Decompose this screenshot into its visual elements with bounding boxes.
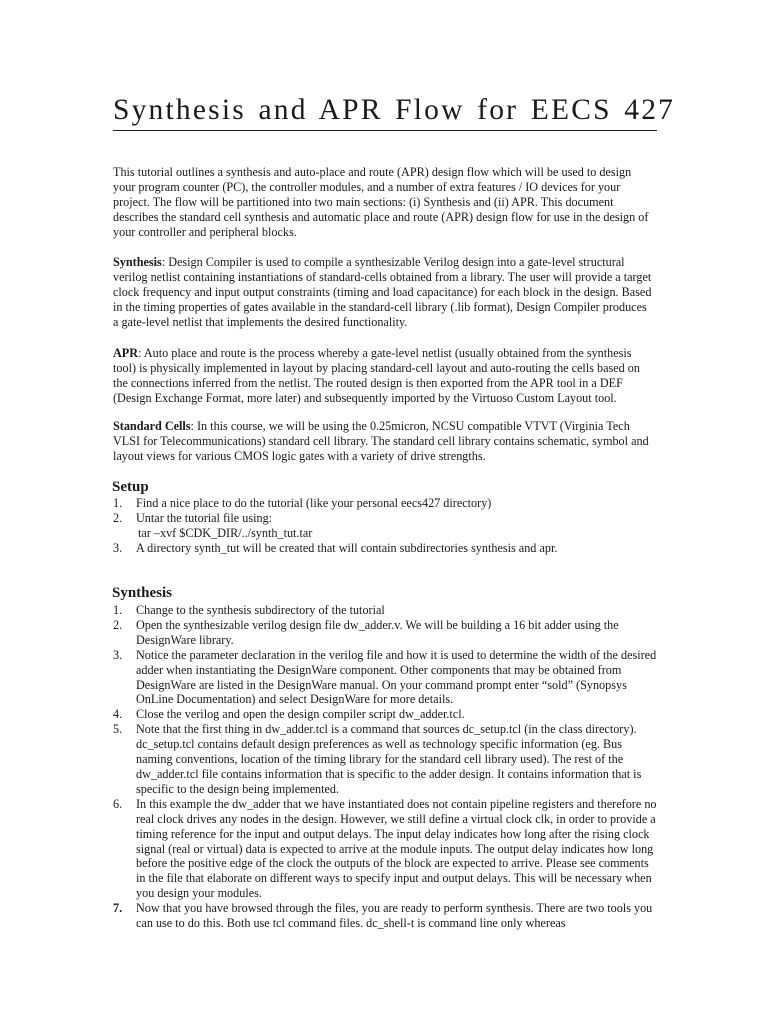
list-item xyxy=(113,648,658,708)
list-number: 1. xyxy=(113,603,123,617)
intro-paragraph: This tutorial outlines a synthesis and auto-place and route (APR) design flow which will be used to design your program counter (PC), the controller modules, and a number of extra features / IO devices for your project. The flow will be partitioned into two main sections: (i) Synthesis and (ii) APR. This document describes the standard cell synthesis and automatic place and route (APR) design flow for use in the design of your controller and peripheral blocks. xyxy=(113,165,649,239)
title-underline xyxy=(113,130,657,131)
list-number: 5. xyxy=(113,722,123,737)
synthesis-definition-text: : Design Compiler is used to compile a synthesizable Verilog design into a gate-level structural verilog netlist containing instantiations of standard-cells obtained from a library. The user will provide a target clock frequency and input output constraints (timing and load capacitance) for each block in the design. Based in the timing properties of gates available in the standard-cell library (.lib format), Design Compiler produces a gate-level netlist that implements the desired functionality. xyxy=(113,255,652,329)
apr-definition xyxy=(113,346,653,406)
list-number: 7. xyxy=(113,901,123,916)
list-item xyxy=(113,722,658,797)
standard-cells-definition-text: : In this course, we will be using the 0.25micron, NCSU compatible VTVT (Virginia Tech VLSI for Telecommunications) standard cell library. The standard cell library contains schematic, symbol and layout views for various CMOS logic gates with a variety of drive strengths. xyxy=(113,419,649,463)
standard-cells-definition xyxy=(113,419,653,464)
list-number: 3. xyxy=(113,647,123,662)
setup-heading: Setup xyxy=(112,479,149,495)
list-item-text: Find a nice place to do the tutorial (like your personal eecs427 directory) xyxy=(136,496,492,510)
list-number: 4. xyxy=(113,707,123,722)
list-item-text: Now that you have browsed through the files, you are ready to perform synthesis. There are two tools you can use to do this. Both use tcl command files. dc_shell-t is command line only whereas xyxy=(136,901,653,931)
apr-definition-label: APR xyxy=(113,346,139,360)
list-item-text: Untar the tutorial file using: xyxy=(136,510,273,525)
list-item-text: Notice the parameter declaration in the verilog file and how it is used to determine the width of the desired adder when instantiating the DesignWare component. Other components that may be obtained from DesignWare are listed in the DesignWare manual. On your command prompt enter “sold” (Synopsys OnLine Documentation) and select DesignWare for more details. xyxy=(136,647,657,707)
list-item xyxy=(113,901,658,931)
list-item xyxy=(113,797,658,901)
list-item-text: Note that the first thing in dw_adder.tcl is a command that sources dc_setup.tcl (in the class directory). dc_setup.tcl contains default design preferences as well as technology specific information (eg. Bus naming conventions, location of the timing library for the standard cell library used). The rest of the dw_adder.tcl file contains information that is specific to the adder design. It contains information that is specific to the design being implemented. xyxy=(136,722,642,796)
list-number: 1. xyxy=(113,496,123,510)
list-item xyxy=(113,603,658,618)
document-title: Synthesis and APR Flow for EECS 427 xyxy=(113,94,676,126)
command-line: tar –xvf $CDK_DIR/../synth_tut.tar xyxy=(138,525,313,540)
apr-definition-text: : Auto place and route is the process whereby a gate-level netlist (usually obtained from the synthesis tool) is physically implemented in layout by placing standard-cell layout and auto-routing the cells based on the connections inferred from the netlist. The routed design is then exported from the APR tool in a DEF (Design Exchange Format, more later) and subsequently imported by the Virtuoso Custom Layout tool. xyxy=(113,346,640,405)
synthesis-heading: Synthesis xyxy=(112,585,173,601)
list-item-text: Close the verilog and open the design compiler script dw_adder.tcl. xyxy=(136,707,465,722)
list-number: 2. xyxy=(113,617,123,632)
list-item xyxy=(113,618,658,648)
list-item-text: Open the synthesizable verilog design file dw_adder.v. We will be building a 16 bit adder using the DesignWare library. xyxy=(136,617,619,647)
standard-cells-definition-label: Standard Cells xyxy=(113,419,191,433)
list-number: 3. xyxy=(113,540,123,555)
list-item-text: Change to the synthesis subdirectory of the tutorial xyxy=(136,603,385,617)
list-number: 6. xyxy=(113,796,123,811)
list-item-text: In this example the dw_adder that we have instantiated does not contain pipeline registers and therefore no real clock drives any nodes in the design. However, we still define a virtual clock clk, in order to provide a timing reference for the input and output delays. The input delay indicates how long after the rising clock signal (real or virtual) data is expected to arrive at the module inputs. The output delay indicates how long before the positive edge of the clock the outputs of the block are expected to arrive. Please see comments in the file that elaborate on different ways to specify input and output delays. This will be necessary when you design your modules. xyxy=(136,796,657,901)
list-item xyxy=(113,707,658,722)
synthesis-definition xyxy=(113,255,653,330)
setup-list xyxy=(113,496,658,556)
synthesis-definition-label: Synthesis xyxy=(113,255,162,269)
list-item xyxy=(113,511,658,541)
list-item xyxy=(113,496,658,511)
synthesis-list xyxy=(113,603,658,931)
list-item-text: A directory synth_tut will be created that will contain subdirectories synthesis and apr. xyxy=(136,540,558,555)
list-number: 2. xyxy=(113,510,123,525)
list-item xyxy=(113,541,658,556)
